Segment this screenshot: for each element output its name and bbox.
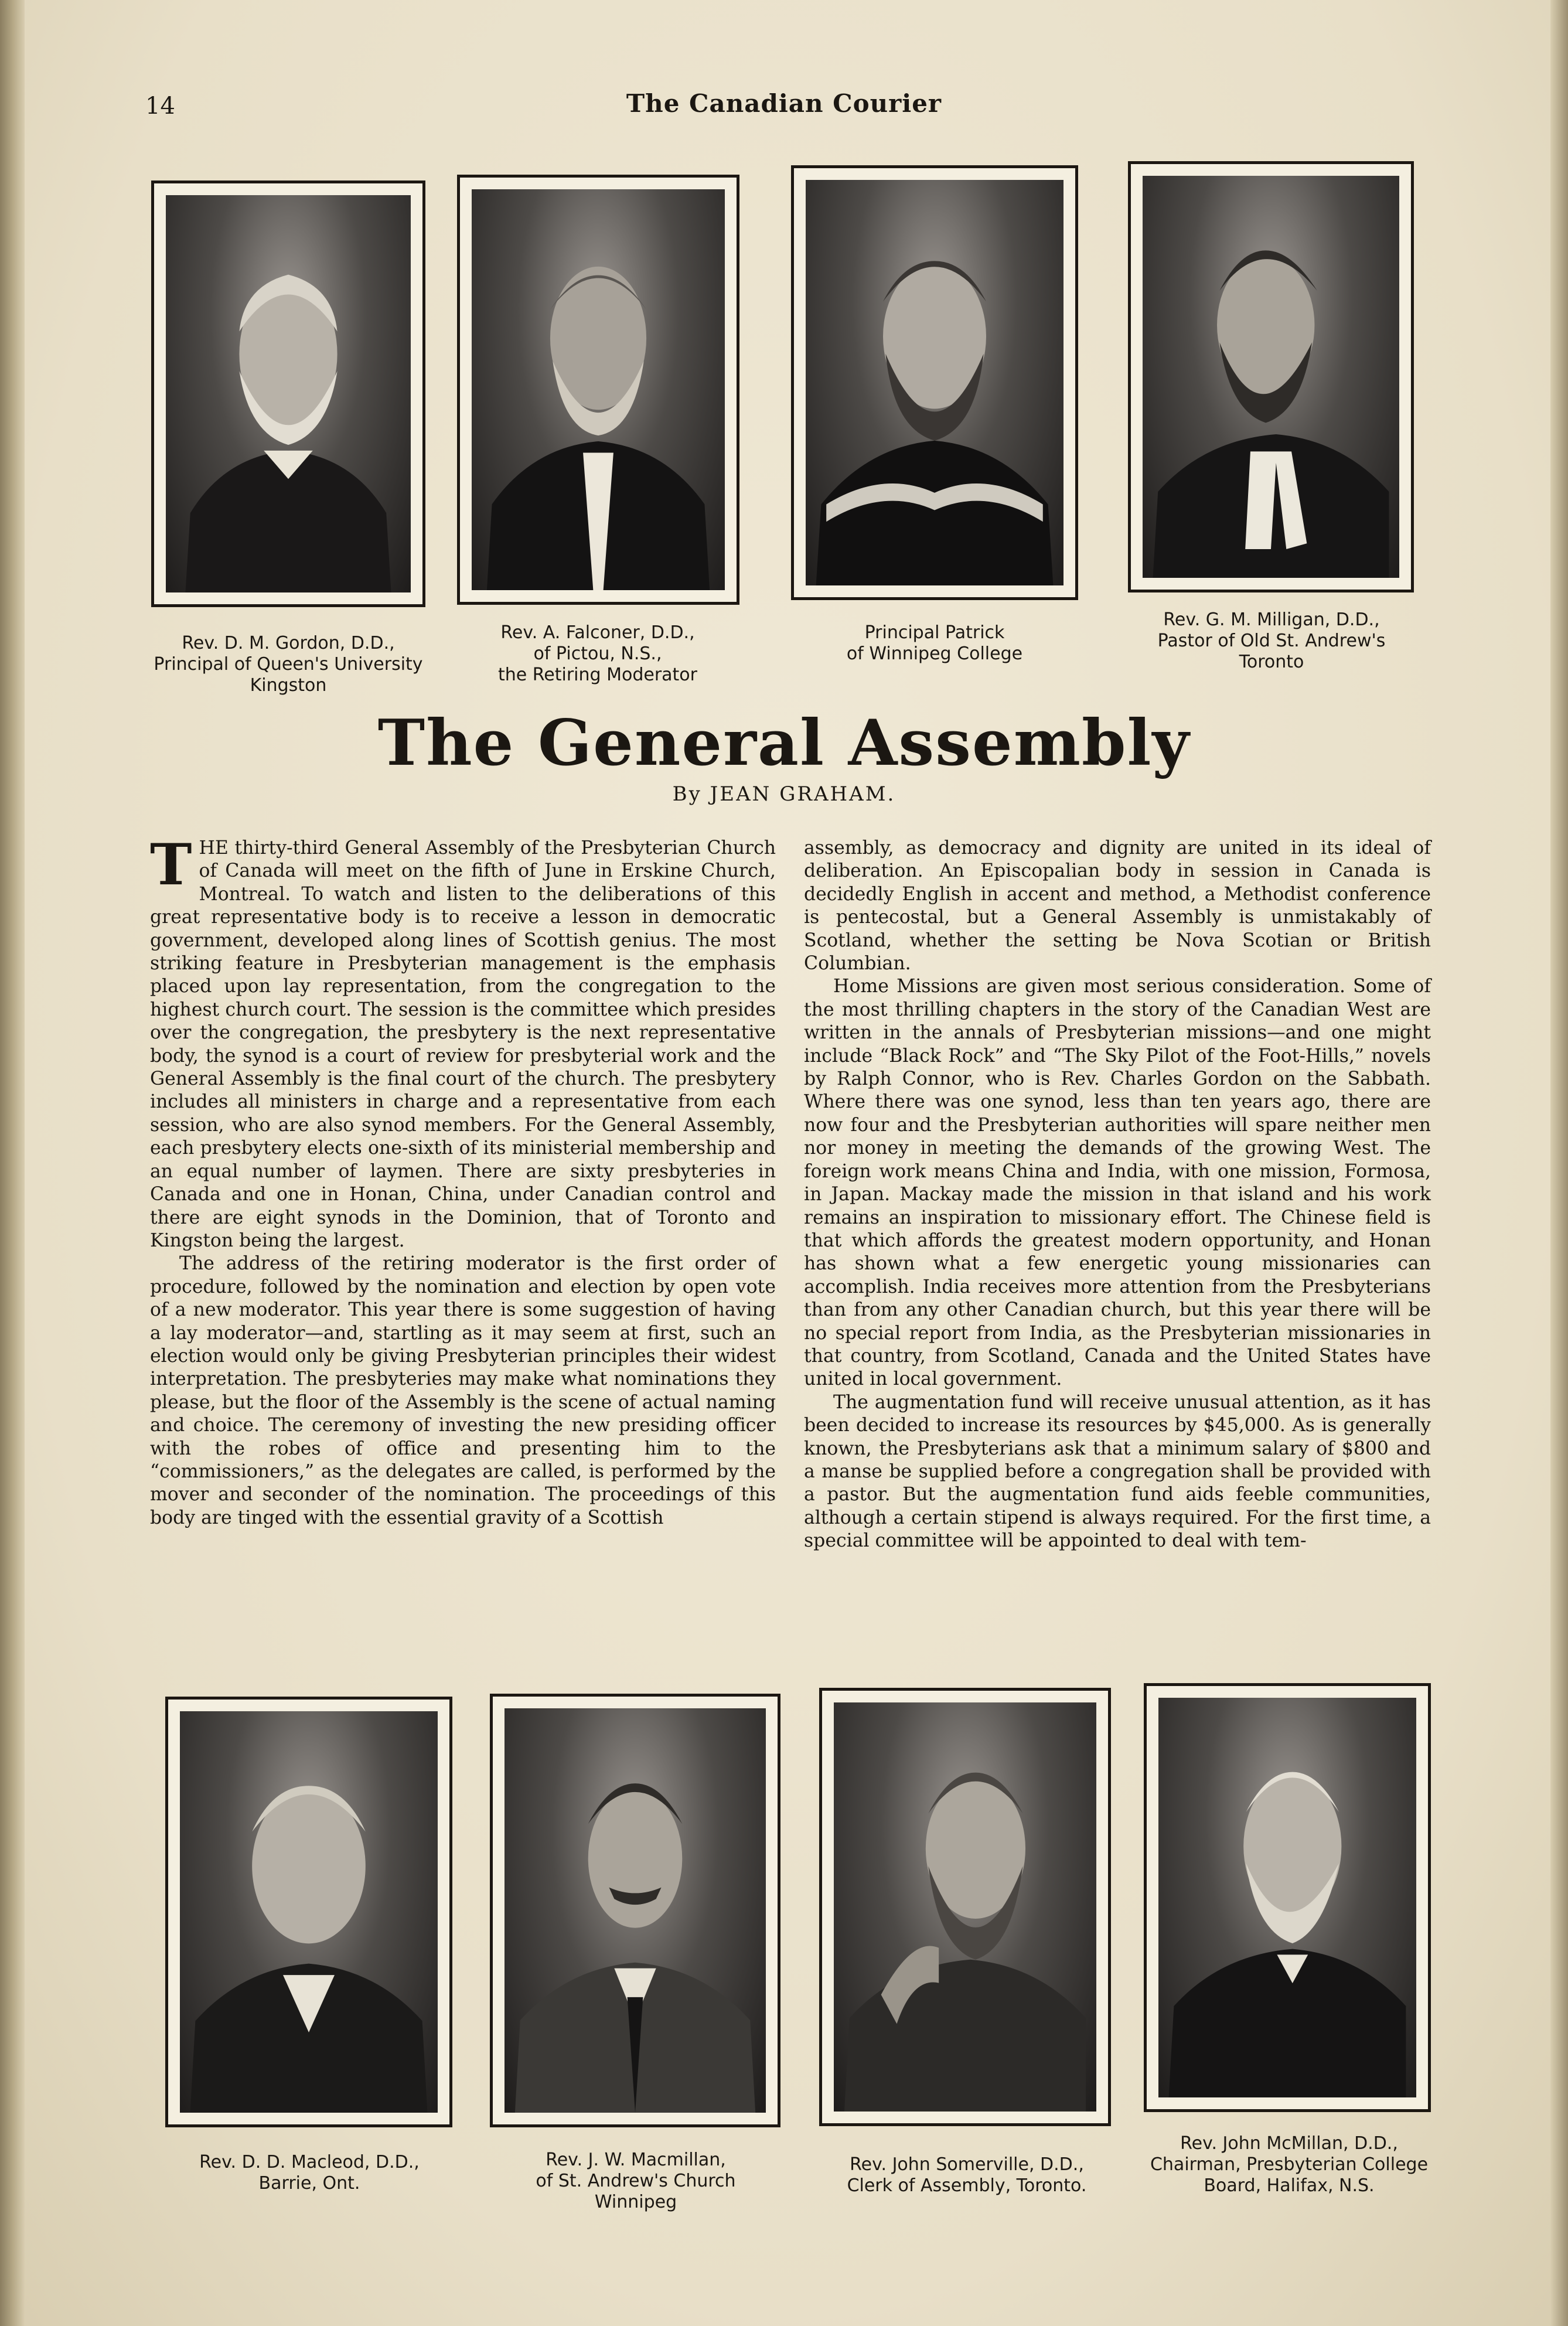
caption-milligan (1107, 609, 1436, 673)
caption-line: of St. Andrew's Church (536, 2171, 736, 2191)
caption-line: Rev. John McMillan, D.D., (1180, 2133, 1398, 2154)
caption-line: of Pictou, N.S., (533, 643, 662, 664)
caption-line: Rev. A. Falconer, D.D., (500, 622, 695, 643)
article-paragraph: The address of the retiring moderator is the first order of procedure, followed by the nomination and election by open vote of a new moderator. This year there is some suggestion of having a lay moderator—and, startling as it may seem at first, such an election would only be giving Presbyterian principles their widest interpretation. The presbyteries may make what nominations they please, but the floor of the Assembly is the scene of actual naming and choice. The ceremony of investing the new presiding officer with the robes of office and presenting him to the “commissioners,” as the delegates are called, is performed by the mover and seconder of the nomination. The proceedings of this body are tinged with the essential gravity of a Scottish (150, 1253, 776, 1528)
article-title: The General Assembly (377, 706, 1191, 780)
portrait-photo (180, 1711, 438, 2113)
portrait-milligan (1128, 161, 1414, 592)
article-paragraph: assembly, as democracy and dignity are united in its ideal of deliberation. An Episcopalian body in session in Canada is decidedly English in accent and method, a Methodist conference is pentecostal, but a General Assembly is unmistakably of Scotland, whether the setting be Nova Scotian or British Columbian. (804, 837, 1431, 975)
caption-line: Board, Halifax, N.S. (1204, 2175, 1375, 2196)
caption-line: Rev. John Somerville, D.D., (850, 2154, 1084, 2175)
caption-mcmillan (1131, 2133, 1447, 2196)
portrait-photo (834, 1702, 1096, 2112)
portrait-gordon (151, 181, 425, 607)
caption-line: Principal of Queen's University (154, 654, 423, 675)
portrait-figure (1158, 1698, 1416, 2097)
portrait-somerville (819, 1688, 1111, 2126)
caption-line: Barrie, Ont. (258, 2173, 360, 2194)
portrait-photo (1143, 176, 1399, 578)
portrait-figure (180, 1711, 438, 2113)
article-paragraph (150, 832, 776, 1252)
binding-edge (0, 0, 25, 2326)
caption-macleod (157, 2152, 462, 2194)
caption-somerville (814, 2154, 1119, 2196)
paragraph-text: HE thirty-third General Assembly of the Presbyterian Church of Canada will meet on the fifth of June in Erskine Church, Montreal. To watch and listen to the deliberations of this great representative body is to receive a lesson in democratic government, developed along lines of Scottish genius. The most striking feature in Presbyterian management is the emphasis placed upon lay representation, from the congregation to the highest church court. The session is the committee which presides over the congregation, the presbytery is the next representative body, the synod is a court of review for presbyterial work and the General Assembly is the final court of the church. The presbytery includes all ministers in charge and a representative from each session, who are also synod members. For the General Assembly, each presbytery elects one-sixth of its ministerial membership and an equal number of laymen. There are sixty presbyteries in Canada and one in Honan, China, under Canadian control and there are eight synods in the Dominion, that of Toronto and Kingston being the largest. (150, 837, 776, 1251)
portrait-mcmillan (1144, 1683, 1431, 2112)
page-number: 14 (145, 93, 175, 120)
portrait-figure (834, 1702, 1096, 2112)
caption-line: Principal Patrick (864, 622, 1005, 643)
caption-line: Clerk of Assembly, Toronto. (847, 2175, 1087, 2196)
portrait-figure (806, 180, 1063, 585)
caption-line: Rev. D. D. Macleod, D.D., (199, 2152, 420, 2172)
portrait-falconer (457, 175, 739, 605)
caption-line: Pastor of Old St. Andrew's (1157, 631, 1386, 651)
page-edge (1550, 0, 1568, 2326)
portrait-macmillan (490, 1694, 780, 2127)
portrait-photo (472, 189, 725, 590)
article-column-left (150, 832, 776, 1530)
publication-title: The Canadian Courier (626, 89, 942, 118)
portrait-figure (1143, 176, 1399, 578)
drop-cap: T (150, 832, 192, 898)
portrait-figure (166, 195, 411, 592)
portrait-figure (505, 1708, 766, 2113)
caption-line: Toronto (1239, 652, 1304, 672)
caption-line: of Winnipeg College (846, 643, 1023, 664)
article-byline: By JEAN GRAHAM. (672, 782, 896, 806)
portrait-patrick (791, 165, 1078, 600)
caption-gordon (136, 633, 441, 696)
article-paragraph: Home Missions are given most serious consideration. Some of the most thrilling chapters in the story of the Canadian West are written in the annals of Presbyterian missions—and one might include “Black Rock” and “The Sky Pilot of the Foot-Hills,” novels by Ralph Connor, who is Rev. Charles Gordon on the Sabbath. Where there was one synod, less than ten years ago, there are now four and the Presbyterian authorities will spare neither men nor money in meeting the demands of the growing West. The foreign work means China and India, with one mission, Formosa, in Japan. Mackay made the mission in that island and his work remains an inspiration to missionary effort. The Chinese field is that which affords the greatest modern opportunity, and Honan has shown what a few energetic young missionaries can accomplish. India receives more attention from the Presbyterians than from any other Canadian church, but this year there will be no special report from India, as the Presbyterian missionaries in that country, from Scotland, Canada and the United States have united in local government. (804, 976, 1431, 1390)
caption-falconer (451, 622, 744, 686)
portrait-photo (1158, 1698, 1416, 2097)
caption-line: Chairman, Presbyterian College (1150, 2154, 1429, 2175)
caption-line: Rev. D. M. Gordon, D.D., (182, 633, 395, 653)
caption-patrick (791, 622, 1078, 665)
caption-line: Kingston (250, 675, 327, 696)
caption-line: Rev. G. M. Milligan, D.D., (1163, 609, 1380, 630)
article-paragraph: The augmentation fund will receive unusual attention, as it has been decided to increase its resources by $45,000. As is generally known, the Presbyterians ask that a minimum salary of $800 and a manse be supplied before a congregation shall be provided with a pastor. But the augmentation fund aids feeble communities, although a certain stipend is always required. For the first time, a special committee will be appointed to deal with tem- (804, 1391, 1431, 1552)
article-column-right (804, 837, 1431, 1553)
caption-line: Winnipeg (594, 2192, 677, 2212)
portrait-photo (505, 1708, 766, 2113)
caption-macmillan (480, 2150, 791, 2213)
portrait-macleod (165, 1697, 452, 2127)
caption-line: the Retiring Moderator (498, 665, 697, 685)
portrait-photo (166, 195, 411, 592)
portrait-photo (806, 180, 1063, 585)
portrait-figure (472, 189, 725, 590)
caption-line: Rev. J. W. Macmillan, (546, 2150, 726, 2170)
